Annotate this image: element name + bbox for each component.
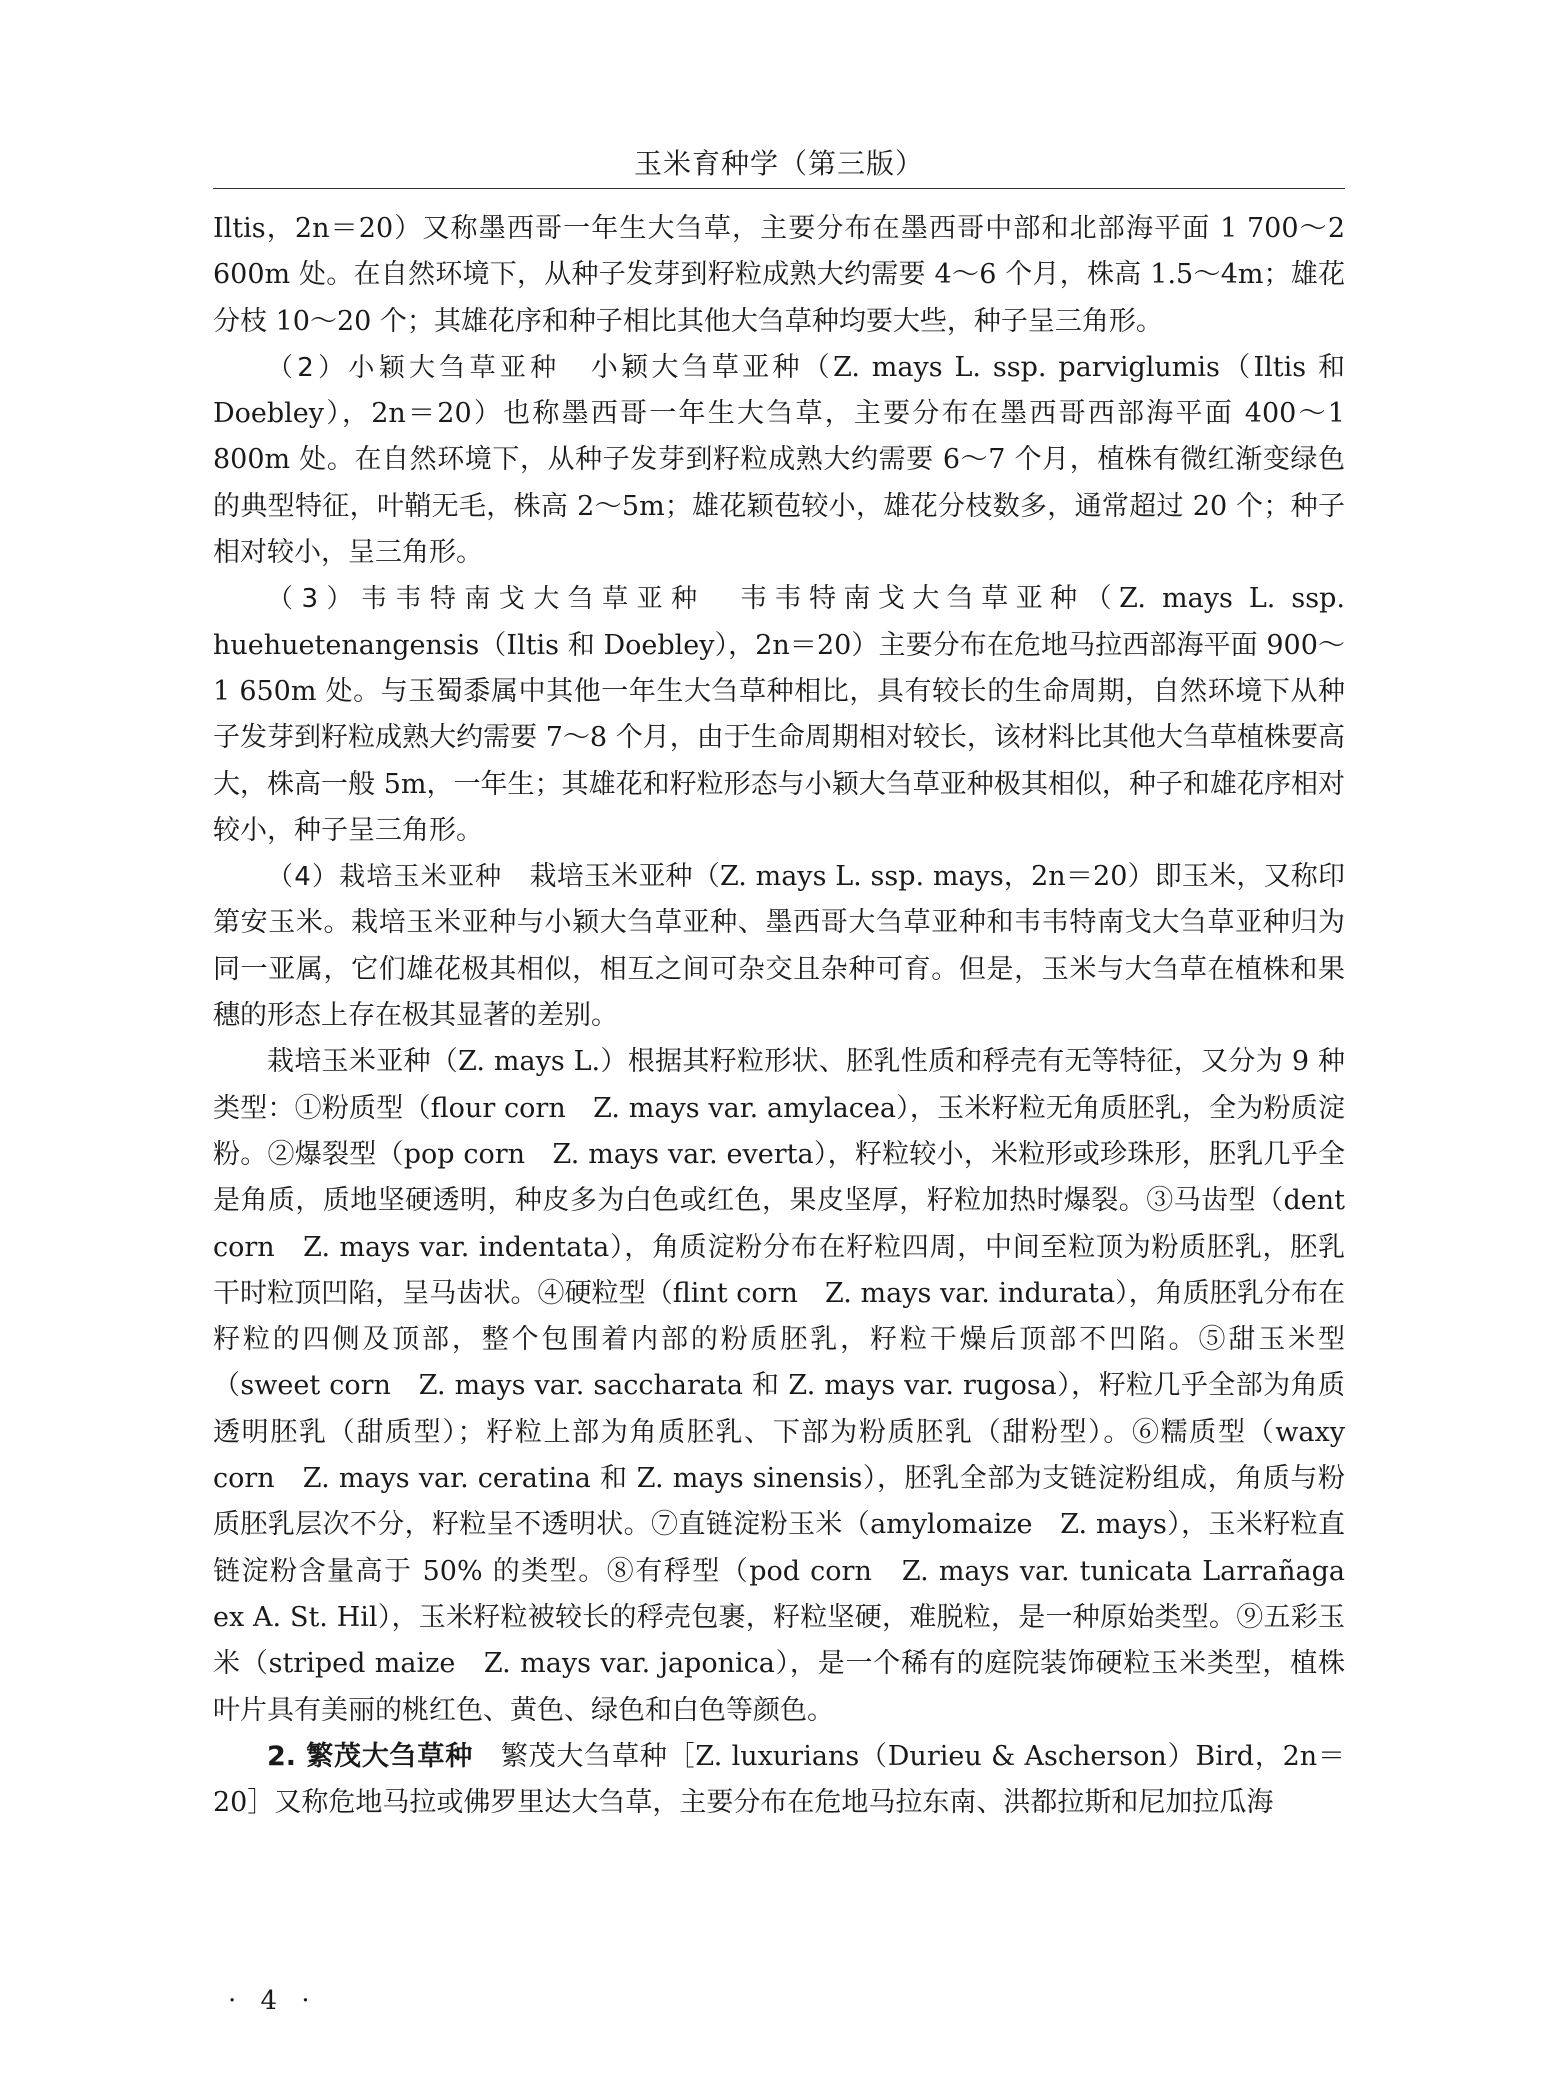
paragraph-mays-body: 栽培玉米亚种（Z. mays L. ssp. mays，2n＝20）即玉米，又称印第安玉米。栽培玉米亚种与小颖大刍草亚种、墨西哥大刍草亚种和韦韦特南戈大刍草亚种归为同一亚属，它们雄花极其相似，相互之间可杂交且杂种可育。但是，玉米与大刍草在植株和果穗的形态上存在极其显著的差别。 xyxy=(213,861,1345,1032)
paragraph-continuation: Iltis，2n＝20）又称墨西哥一年生大刍草，主要分布在墨西哥中部和北部海平面 1 700～2 600m 处。在自然环境下，从种子发芽到籽粒成熟大约需要 4～6 个月，株高 1.5～4m；雄花分枝 10～20 个；其雄花序和种子相比其他大刍草种均要大些，种子呈三角形。 xyxy=(213,213,1345,337)
paragraph-parviglumis-body: 小颖大刍草亚种（Z. mays L. ssp. parviglumis（Iltis 和 Doebley），2n＝20）也称墨西哥一年生大刍草，主要分布在墨西哥西部海平面 400～1 800m 处。在自然环境下，从种子发芽到籽粒成熟大约需要 6～7 个月，植株有微红渐变绿色的典型特征，叶鞘无毛，株高 2～5m；雄花颖苞较小，雄花分枝数多，通常超过 20 个；种子相对较小，呈三角形。 xyxy=(213,351,1345,569)
paragraph-corn-types: 栽培玉米亚种（Z. mays L.）根据其籽粒形状、胚乳性质和稃壳有无等特征，又分为 9 种类型：①粉质型（flour corn Z. mays var. amylacea），玉米籽粒无角质胚乳，全为粉质淀粉。②爆裂型（pop corn Z. mays var. everta），籽粒较小，米粒形或珍珠形，胚乳几乎全是角质，质地坚硬透明，种皮多为白色或红色，果皮坚厚，籽粒加热时爆裂。③马齿型（dent corn Z. mays var. indentata），角质淀粉分布在籽粒四周，中间至粒顶为粉质胚乳，胚乳干时粒顶凹陷，呈马齿状。④硬粒型（flint corn Z. mays var. indurata），角质胚乳分布在籽粒的四侧及顶部，整个包围着内部的粉质胚乳，籽粒干燥后顶部不凹陷。⑤甜玉米型（sweet corn Z. mays var. saccharata 和 Z. mays var. rugosa），籽粒几乎全部为角质透明胚乳（甜质型）；籽粒上部为角质胚乳、下部为粉质胚乳（甜粉型）。⑥糯质型（waxy corn Z. mays var. ceratina 和 Z. mays sinensis），胚乳全部为支链淀粉组成，角质与粉质胚乳层次不分，籽粒呈不透明状。⑦直链淀粉玉米（amylomaize Z. mays），玉米籽粒直链淀粉含量高于 50% 的类型。⑧有稃型（pod corn Z. mays var. tunicata Larrañaga ex A. St. Hil），玉米籽粒被较长的稃壳包裹，籽粒坚硬，难脱粒，是一种原始类型。⑨五彩玉米（striped maize Z. mays var. japonica），是一个稀有的庭院装饰硬粒玉米类型，植株叶片具有美丽的桃红色、黄色、绿色和白色等颜色。 xyxy=(213,1046,1345,1726)
subheading-mays: （4）栽培玉米亚种 xyxy=(267,862,503,893)
running-header: 玉米育种学（第三版） xyxy=(633,147,924,180)
paragraph-parviglumis xyxy=(213,345,1345,576)
paragraph-mays xyxy=(213,854,1345,1039)
body-text xyxy=(213,206,1345,1826)
subheading-huehuetenangensis: （3）韦韦特南戈大刍草亚种 xyxy=(267,584,706,615)
paragraph-luxurians xyxy=(213,1734,1345,1827)
header-rule xyxy=(213,188,1345,189)
subheading-parviglumis: （2）小颖大刍草亚种 xyxy=(267,352,561,383)
paragraph-luxurians-body: 繁茂大刍草种［Z. luxurians（Durieu & Ascherson）Bird，2n＝20］又称危地马拉或佛罗里达大刍草，主要分布在危地马拉东南、洪都拉斯和尼加拉瓜海 xyxy=(213,1740,1345,1819)
paragraph-huehuetenangensis-body: 韦韦特南戈大刍草亚种（Z. mays L. ssp. huehuetenangensis（Iltis 和 Doebley），2n＝20）主要分布在危地马拉西部海平面 900～1 650m 处。与玉蜀黍属中其他一年生大刍草种相比，具有较长的生命周期，自然环境下从种子发芽到籽粒成熟大约需要 7～8 个月，由于生命周期相对较长，该材料比其他大刍草植株要高大，株高一般 5m，一年生；其雄花和籽粒形态与小颖大刍草亚种极其相似，种子和雄花序相对较小，种子呈三角形。 xyxy=(213,583,1346,846)
paragraph-huehuetenangensis xyxy=(213,576,1345,854)
heading-luxurians: 2. 繁茂大刍草种 xyxy=(267,1740,474,1772)
page-number: · 4 · xyxy=(228,1986,318,2016)
